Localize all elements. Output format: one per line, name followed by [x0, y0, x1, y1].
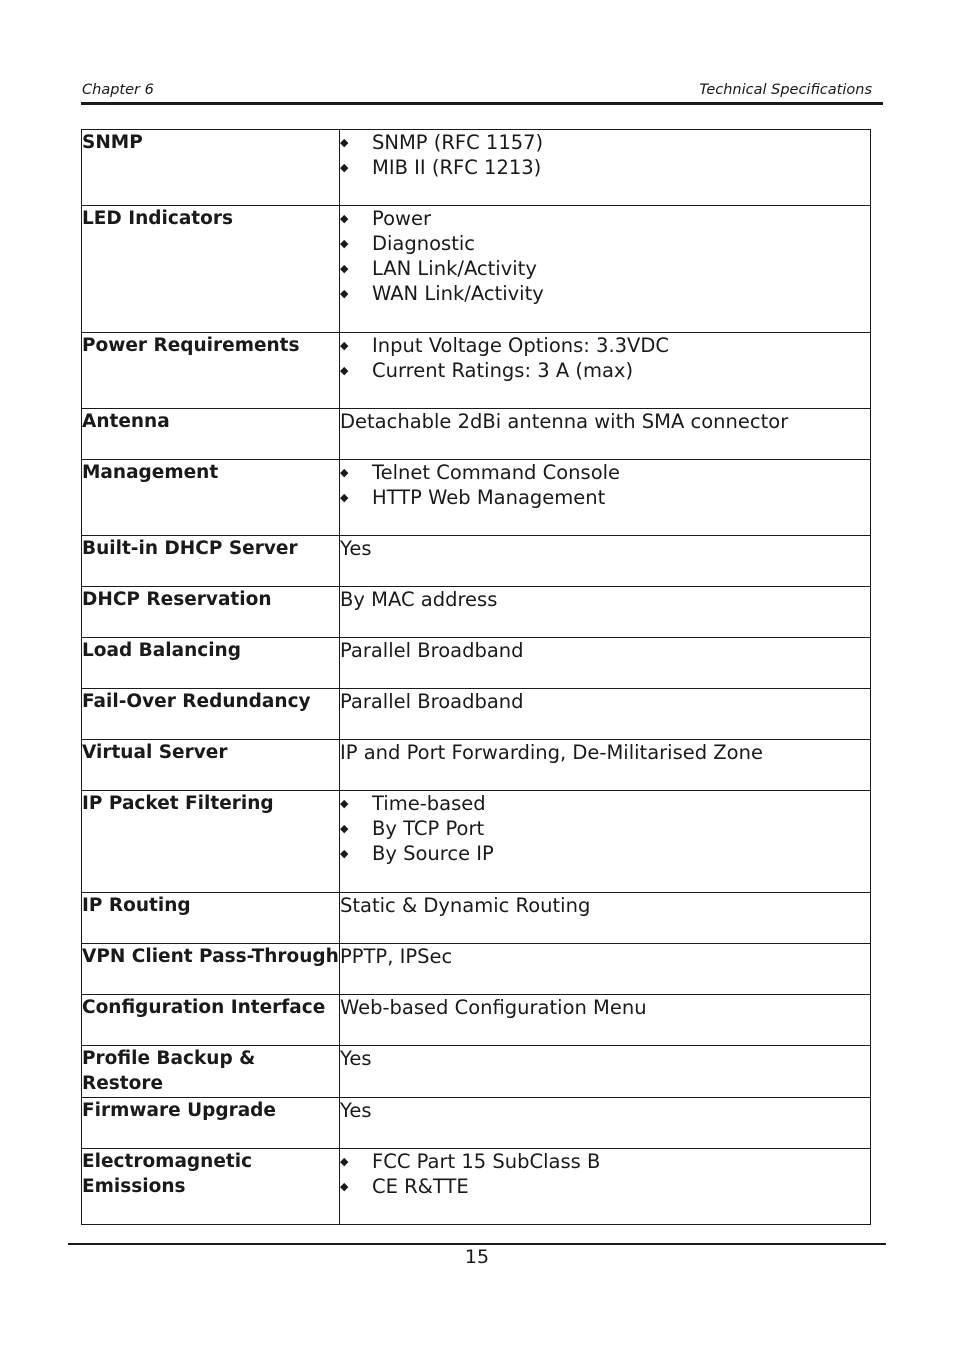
spec-value-list	[340, 130, 870, 180]
diamond-bullet-icon: ◆	[340, 339, 349, 352]
diamond-bullet-icon: ◆	[340, 136, 349, 149]
diamond-bullet-icon: ◆	[340, 262, 349, 275]
list-item-text: SNMP (RFC 1157)	[372, 131, 544, 154]
list-item	[340, 816, 870, 841]
list-item	[340, 155, 870, 180]
spec-label: SNMP	[82, 130, 340, 206]
spec-value: PPTP, IPSec	[340, 944, 871, 995]
list-item-text: FCC Part 15 SubClass B	[372, 1150, 601, 1173]
spec-row	[82, 638, 871, 689]
diamond-bullet-icon: ◆	[340, 1155, 349, 1168]
spec-row	[82, 689, 871, 740]
spec-row	[82, 944, 871, 995]
spec-label: IP Routing	[82, 893, 340, 944]
list-item	[340, 130, 870, 155]
list-item-text: LAN Link/Activity	[372, 257, 537, 280]
diamond-bullet-icon: ◆	[340, 287, 349, 300]
spec-row	[82, 409, 871, 460]
list-item-text: MIB II (RFC 1213)	[372, 156, 542, 179]
list-item	[340, 841, 870, 866]
diamond-bullet-icon: ◆	[340, 491, 349, 504]
spec-row	[82, 1098, 871, 1149]
list-item	[340, 1149, 870, 1174]
spec-row	[82, 893, 871, 944]
spec-value	[340, 460, 871, 536]
spec-label: LED Indicators	[82, 206, 340, 333]
list-item	[340, 333, 870, 358]
list-item	[340, 791, 870, 816]
list-item	[340, 206, 870, 231]
spec-value: By MAC address	[340, 587, 871, 638]
list-item-text: WAN Link/Activity	[372, 282, 544, 305]
list-item	[340, 460, 870, 485]
page-header	[81, 80, 883, 105]
list-item-text: Current Ratings: 3 A (max)	[372, 359, 634, 382]
list-item-text: Input Voltage Options: 3.3VDC	[372, 334, 670, 357]
spec-row	[82, 333, 871, 409]
list-item-text: CE R&TTE	[372, 1175, 469, 1198]
spec-value	[340, 1149, 871, 1225]
spec-row	[82, 1149, 871, 1225]
spec-value: Yes	[340, 536, 871, 587]
spec-label: Power Requirements	[82, 333, 340, 409]
spec-label: Configuration Interface	[82, 995, 340, 1046]
spec-label: Fail-Over Redundancy	[82, 689, 340, 740]
spec-label: Load Balancing	[82, 638, 340, 689]
diamond-bullet-icon: ◆	[340, 237, 349, 250]
spec-value-list	[340, 206, 870, 306]
spec-row	[82, 460, 871, 536]
spec-label: Built-in DHCP Server	[82, 536, 340, 587]
spec-label: Firmware Upgrade	[82, 1098, 340, 1149]
spec-row	[82, 995, 871, 1046]
list-item-text: Diagnostic	[372, 232, 475, 255]
spec-label: Profile Backup & Restore	[82, 1046, 340, 1098]
spec-table	[81, 129, 871, 1225]
diamond-bullet-icon: ◆	[340, 212, 349, 225]
spec-label: Antenna	[82, 409, 340, 460]
diamond-bullet-icon: ◆	[340, 161, 349, 174]
diamond-bullet-icon: ◆	[340, 364, 349, 377]
spec-value: Yes	[340, 1046, 871, 1098]
list-item-text: By TCP Port	[372, 817, 485, 840]
list-item-text: Power	[372, 207, 431, 230]
diamond-bullet-icon: ◆	[340, 797, 349, 810]
list-item-text: Time-based	[372, 792, 486, 815]
spec-label: DHCP Reservation	[82, 587, 340, 638]
list-item-text: HTTP Web Management	[372, 486, 606, 509]
chapter-label: Chapter 6	[82, 82, 154, 98]
spec-value: Web-based Configuration Menu	[340, 995, 871, 1046]
footer-divider	[68, 1243, 886, 1245]
list-item	[340, 485, 870, 510]
diamond-bullet-icon: ◆	[340, 1180, 349, 1193]
spec-value: Parallel Broadband	[340, 689, 871, 740]
spec-label: VPN Client Pass-Through	[82, 944, 340, 995]
section-title: Technical Specifications	[699, 82, 872, 98]
spec-row	[82, 740, 871, 791]
spec-label: IP Packet Filtering	[82, 791, 340, 893]
spec-label: Management	[82, 460, 340, 536]
spec-row	[82, 1046, 871, 1098]
list-item-text: Telnet Command Console	[372, 461, 621, 484]
spec-value: Yes	[340, 1098, 871, 1149]
spec-value	[340, 791, 871, 893]
diamond-bullet-icon: ◆	[340, 822, 349, 835]
page-number: 15	[464, 1246, 490, 1268]
spec-value: Static & Dynamic Routing	[340, 893, 871, 944]
list-item	[340, 231, 870, 256]
spec-value: IP and Port Forwarding, De-Militarised Zone	[340, 740, 871, 791]
spec-row	[82, 536, 871, 587]
spec-value-list	[340, 1149, 870, 1199]
spec-row	[82, 587, 871, 638]
list-item	[340, 256, 870, 281]
list-item	[340, 1174, 870, 1199]
diamond-bullet-icon: ◆	[340, 847, 349, 860]
spec-row	[82, 206, 871, 333]
spec-value	[340, 333, 871, 409]
spec-value	[340, 206, 871, 333]
list-item	[340, 281, 870, 306]
list-item	[340, 358, 870, 383]
spec-label: Virtual Server	[82, 740, 340, 791]
spec-value: Detachable 2dBi antenna with SMA connector	[340, 409, 871, 460]
spec-label: Electromagnetic Emissions	[82, 1149, 340, 1225]
spec-row	[82, 791, 871, 893]
spec-table-body	[82, 130, 871, 1225]
spec-value-list	[340, 460, 870, 510]
spec-value-list	[340, 791, 870, 866]
spec-value-list	[340, 333, 870, 383]
list-item-text: By Source IP	[372, 842, 494, 865]
spec-value: Parallel Broadband	[340, 638, 871, 689]
spec-row	[82, 130, 871, 206]
spec-value	[340, 130, 871, 206]
diamond-bullet-icon: ◆	[340, 466, 349, 479]
